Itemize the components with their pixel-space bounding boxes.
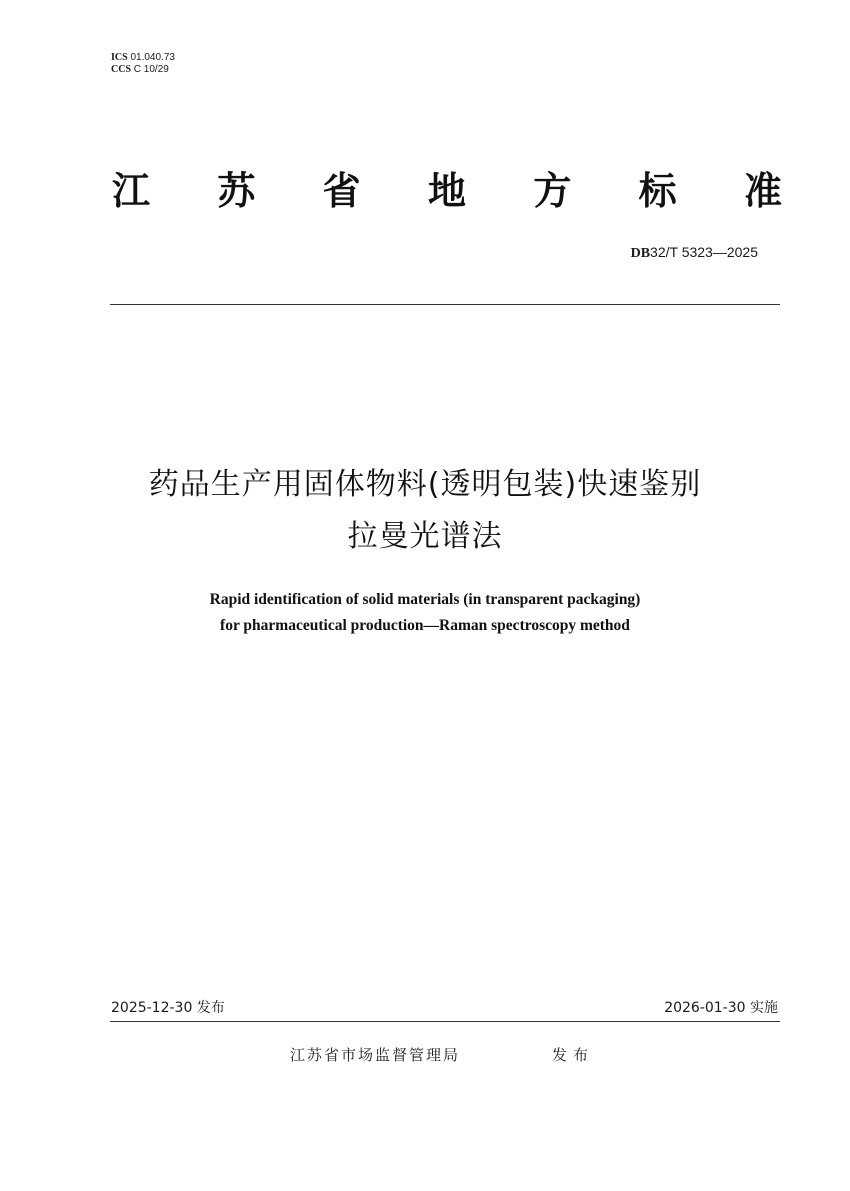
ccs-value: C 10/29 [133,64,169,75]
title-english-line-1: Rapid identification of solid materials (in transparent packaging) [209,591,641,608]
ics-row [111,52,175,64]
standard-category-title [112,168,782,214]
header-char: 标 [638,169,677,213]
title-english-line-2: for pharmaceutical production—Raman spectroscopy method [220,617,630,634]
issue-date: 2025-12-30 发布 [111,1000,225,1016]
publisher-name: 江苏省市场监督管理局 [290,1046,461,1064]
title-chinese-line-2: 拉曼光谱法 [347,519,503,554]
title-chinese-line-1: 药品生产用固体物料(透明包装)快速鉴别 [148,467,702,502]
header-char: 准 [743,169,782,213]
standard-number-prefix: DB [630,246,651,261]
standard-number [631,243,758,263]
implementation-date: 2026-01-30 实施 [664,1000,778,1016]
ics-label: ICS [111,52,128,63]
header-char: 苏 [217,169,256,213]
publish-label: 发布 [552,1046,595,1064]
header-char: 江 [112,169,151,213]
standard-number-rest: 32/T 5323—2025 [650,244,758,260]
header-char: 地 [427,169,466,213]
ccs-row [111,64,175,76]
header-char: 方 [533,169,572,213]
footer-divider [110,1021,780,1022]
classification-codes [111,52,175,76]
ccs-label: CCS [111,64,132,75]
ics-value: 01.040.73 [130,52,175,63]
header-divider [110,304,780,305]
header-char: 省 [322,169,361,213]
